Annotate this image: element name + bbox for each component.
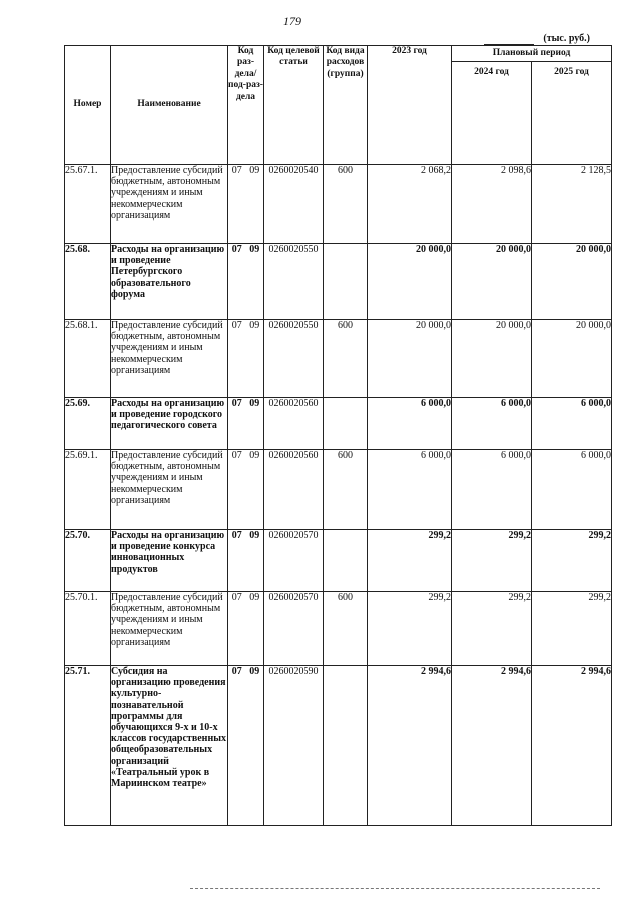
row-target-code: 0260020550 bbox=[264, 244, 324, 320]
row-amount-2025: 6 000,0 bbox=[532, 450, 612, 530]
row-section-code: 07 bbox=[228, 165, 246, 244]
row-subsection-code: 09 bbox=[246, 530, 264, 592]
table-row bbox=[65, 398, 612, 450]
row-section-code: 07 bbox=[228, 592, 246, 666]
row-amount-2023: 20 000,0 bbox=[368, 244, 452, 320]
row-name: Предоставление субсидий бюджетным, автономным учреждениям и иным некоммерческим организациям bbox=[111, 450, 228, 530]
row-section-code: 07 bbox=[228, 244, 246, 320]
page-number: 179 bbox=[283, 14, 301, 28]
row-target-code: 0260020570 bbox=[264, 592, 324, 666]
row-expense-code: 600 bbox=[324, 165, 368, 244]
row-number: 25.67.1. bbox=[65, 165, 111, 244]
row-name: Расходы на организацию и проведение городского педагогического совета bbox=[111, 398, 228, 450]
header-2024: 2024 год bbox=[452, 62, 532, 165]
header-2025: 2025 год bbox=[532, 62, 612, 165]
row-amount-2023: 6 000,0 bbox=[368, 450, 452, 530]
row-expense-code bbox=[324, 530, 368, 592]
row-amount-2024: 20 000,0 bbox=[452, 244, 532, 320]
row-subsection-code: 09 bbox=[246, 165, 264, 244]
table-row bbox=[65, 666, 612, 826]
table-row bbox=[65, 530, 612, 592]
row-subsection-code: 09 bbox=[246, 450, 264, 530]
row-name: Расходы на организацию и проведение конкурса инновационных продуктов bbox=[111, 530, 228, 592]
row-number: 25.70. bbox=[65, 530, 111, 592]
row-amount-2025: 299,2 bbox=[532, 592, 612, 666]
row-target-code: 0260020590 bbox=[264, 666, 324, 826]
row-amount-2025: 2 994,6 bbox=[532, 666, 612, 826]
header-number: Номер bbox=[65, 46, 111, 165]
row-expense-code: 600 bbox=[324, 320, 368, 398]
row-expense-code: 600 bbox=[324, 450, 368, 530]
row-subsection-code: 09 bbox=[246, 398, 264, 450]
table-row bbox=[65, 320, 612, 398]
row-amount-2023: 299,2 bbox=[368, 592, 452, 666]
row-target-code: 0260020540 bbox=[264, 165, 324, 244]
row-amount-2025: 2 128,5 bbox=[532, 165, 612, 244]
row-number: 25.69. bbox=[65, 398, 111, 450]
row-number: 25.70.1. bbox=[65, 592, 111, 666]
row-amount-2025: 20 000,0 bbox=[532, 320, 612, 398]
row-section-code: 07 bbox=[228, 320, 246, 398]
row-number: 25.71. bbox=[65, 666, 111, 826]
row-amount-2024: 20 000,0 bbox=[452, 320, 532, 398]
row-amount-2023: 2 068,2 bbox=[368, 165, 452, 244]
row-name: Расходы на организацию и проведение Петербургского образовательного форума bbox=[111, 244, 228, 320]
header-planned-period: Плановый период bbox=[452, 46, 612, 62]
row-amount-2023: 6 000,0 bbox=[368, 398, 452, 450]
row-expense-code: 600 bbox=[324, 592, 368, 666]
table-row bbox=[65, 450, 612, 530]
budget-table bbox=[64, 45, 612, 826]
row-section-code: 07 bbox=[228, 450, 246, 530]
row-target-code: 0260020560 bbox=[264, 398, 324, 450]
units-label: (тыс. руб.) bbox=[543, 33, 590, 44]
header-name: Наименование bbox=[111, 46, 228, 165]
row-amount-2024: 299,2 bbox=[452, 530, 532, 592]
header-target: Код целевой статьи bbox=[264, 46, 324, 165]
row-number: 25.68.1. bbox=[65, 320, 111, 398]
row-section-code: 07 bbox=[228, 398, 246, 450]
header-expense: Код вида расходов (группа) bbox=[324, 46, 368, 165]
row-amount-2024: 6 000,0 bbox=[452, 450, 532, 530]
row-amount-2024: 2 994,6 bbox=[452, 666, 532, 826]
row-expense-code bbox=[324, 666, 368, 826]
row-subsection-code: 09 bbox=[246, 320, 264, 398]
row-number: 25.69.1. bbox=[65, 450, 111, 530]
row-number: 25.68. bbox=[65, 244, 111, 320]
row-amount-2024: 2 098,6 bbox=[452, 165, 532, 244]
table-row bbox=[65, 592, 612, 666]
table-row bbox=[65, 244, 612, 320]
table-row bbox=[65, 165, 612, 244]
row-amount-2023: 299,2 bbox=[368, 530, 452, 592]
row-target-code: 0260020550 bbox=[264, 320, 324, 398]
row-expense-code bbox=[324, 244, 368, 320]
row-amount-2024: 6 000,0 bbox=[452, 398, 532, 450]
row-amount-2024: 299,2 bbox=[452, 592, 532, 666]
row-subsection-code: 09 bbox=[246, 592, 264, 666]
row-name: Предоставление субсидий бюджетным, автономным учреждениям и иным некоммерческим организациям bbox=[111, 320, 228, 398]
row-name: Предоставление субсидий бюджетным, автономным учреждениям и иным некоммерческим организациям bbox=[111, 592, 228, 666]
row-name: Субсидия на организацию проведения культурно-познавательной программы для обучающихся 9-х и 10-х классов государственных общеобразовательных организаций «Театральный урок в Мариинском театре» bbox=[111, 666, 228, 826]
footer-line bbox=[190, 888, 600, 889]
row-subsection-code: 09 bbox=[246, 666, 264, 826]
row-expense-code bbox=[324, 398, 368, 450]
row-amount-2025: 20 000,0 bbox=[532, 244, 612, 320]
row-target-code: 0260020560 bbox=[264, 450, 324, 530]
row-amount-2025: 299,2 bbox=[532, 530, 612, 592]
row-name: Предоставление субсидий бюджетным, автономным учреждениям и иным некоммерческим организациям bbox=[111, 165, 228, 244]
row-amount-2023: 2 994,6 bbox=[368, 666, 452, 826]
row-amount-2023: 20 000,0 bbox=[368, 320, 452, 398]
row-subsection-code: 09 bbox=[246, 244, 264, 320]
row-section-code: 07 bbox=[228, 530, 246, 592]
row-section-code: 07 bbox=[228, 666, 246, 826]
row-amount-2025: 6 000,0 bbox=[532, 398, 612, 450]
row-target-code: 0260020570 bbox=[264, 530, 324, 592]
header-2023: 2023 год bbox=[368, 46, 452, 165]
header-section: Код раз-дела/ под-раз-дела bbox=[228, 46, 264, 165]
